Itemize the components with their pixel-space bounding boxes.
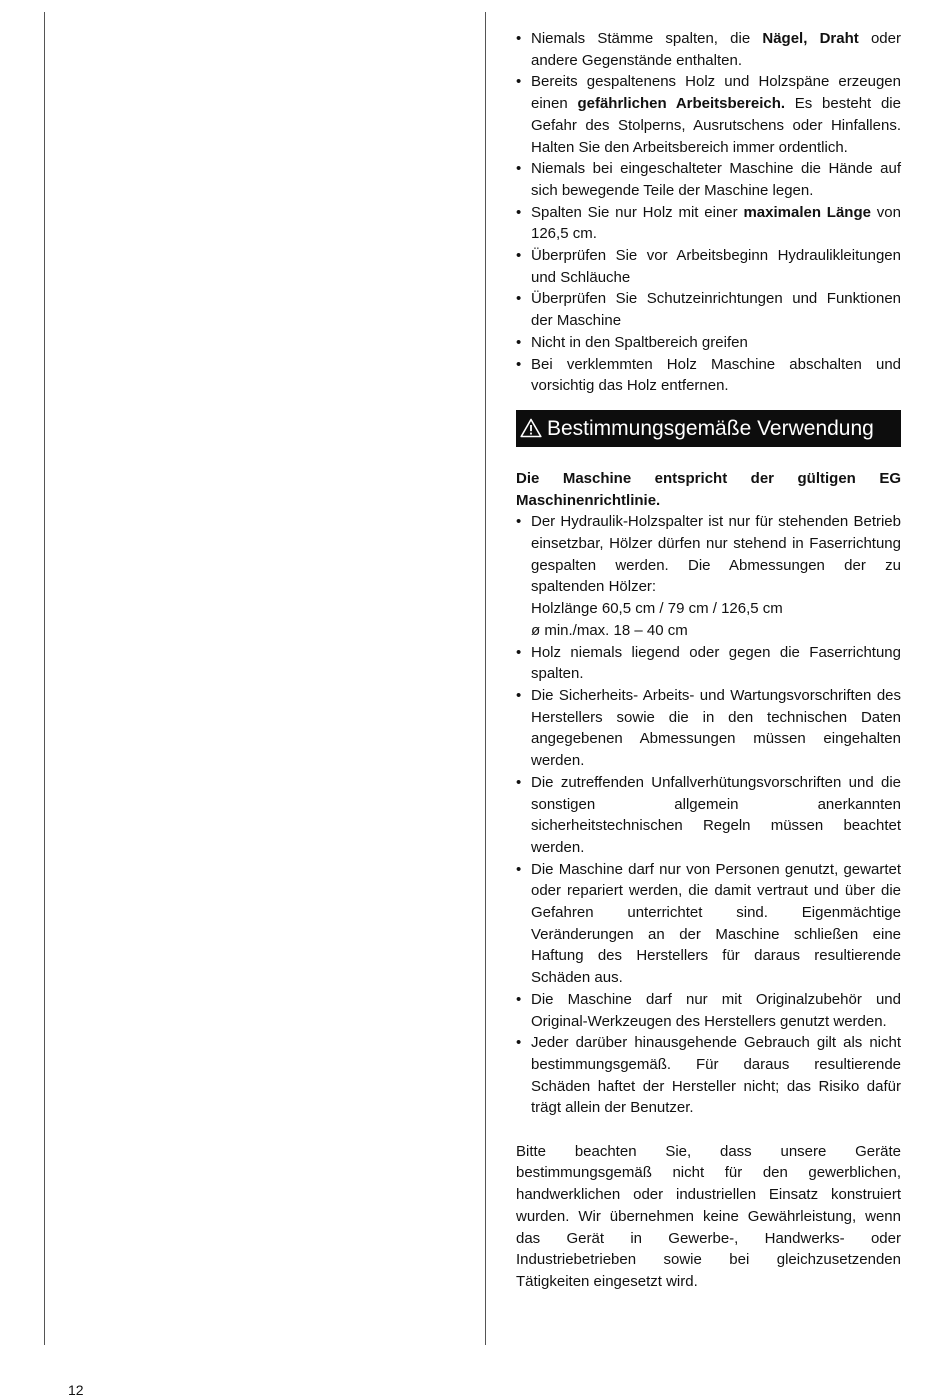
list-item: • Bereits gespaltenens Holz und Holzspäne erzeugen einen gefährlichen Arbeitsbereich. Es besteht die Gefahr des Stolperns, Ausrutschens oder Hinfallens. Halten Sie den Arbeitsbereich immer ordentlich.: [516, 71, 901, 158]
wood-diameter-spec: ø min./max. 18 – 40 cm: [531, 621, 688, 639]
section-intro: Die Maschine entspricht der gültigen EG Maschinenrichtlinie.: [516, 469, 901, 509]
list-item: • Jeder darüber hinausgehende Gebrauch gilt als nicht bestimmungsgemäß. Für daraus resultierende Schäden haftet der Hersteller nicht; das Risiko dafür trägt allein der Benutzer.: [516, 1032, 901, 1119]
list-item: • Nicht in den Spaltbereich greifen: [516, 332, 901, 354]
usage-list: [516, 511, 901, 1119]
section-heading: [516, 410, 901, 447]
list-item: • Niemals Stämme spalten, die Nägel, Draht oder andere Gegenstände enthalten.: [516, 28, 901, 71]
safety-list: [516, 28, 901, 397]
section-title: Bestimmungsgemäße Verwendung: [547, 416, 874, 440]
list-item: • Die zutreffenden Unfallverhütungsvorschriften und die sonstigen allgemein anerkannten sicherheitstechnischen Regeln müssen beachtet werden.: [516, 772, 901, 859]
left-margin-rule: [44, 12, 45, 1345]
wood-length-spec: Holzlänge 60,5 cm / 79 cm / 126,5 cm: [531, 600, 783, 618]
column-divider-rule: [485, 12, 486, 1345]
right-column: [516, 28, 901, 1308]
warning-triangle-icon: [520, 418, 542, 438]
list-item: • Niemals bei eingeschalteter Maschine die Hände auf sich bewegende Teile der Maschine legen.: [516, 158, 901, 201]
list-item: • Überprüfen Sie Schutzeinrichtungen und Funktionen der Maschine: [516, 288, 901, 331]
list-item: • Überprüfen Sie vor Arbeitsbeginn Hydraulikleitungen und Schläuche: [516, 245, 901, 288]
list-item: • Die Maschine darf nur mit Originalzubehör und Original-Werkzeugen des Herstellers genutzt werden.: [516, 989, 901, 1032]
list-item: • Die Sicherheits- Arbeits- und Wartungsvorschriften des Herstellers sowie die in den technischen Daten angegebenen Abmessungen müssen eingehalten werden.: [516, 685, 901, 772]
list-item: • Spalten Sie nur Holz mit einer maximalen Länge von 126,5 cm.: [516, 202, 901, 245]
warranty-notice: Bitte beachten Sie, dass unsere Geräte bestimmungsgemäß nicht für den gewerblichen, handwerklichen oder industriellen Einsatz konstruiert wurden. Wir übernehmen keine Gewährleistung, wenn das Gerät in Gewerbe-, Handwerks- oder Industriebetrieben sowie bei gleichzusetzenden Tätigkeiten eingesetzt wird.: [516, 1142, 901, 1290]
list-item: • Holz niemals liegend oder gegen die Faserrichtung spalten.: [516, 642, 901, 685]
page-number: 12: [68, 1382, 84, 1398]
list-item: • Die Maschine darf nur von Personen genutzt, gewartet oder repariert werden, die damit vertraut und über die Gefahren unterrichtet sind. Eigenmächtige Veränderungen an der Maschine schließen eine Haftung des Herstellers für daraus resultierende Schäden aus.: [516, 859, 901, 989]
list-item: • Bei verklemmten Holz Maschine abschalten und vorsichtig das Holz entfernen.: [516, 354, 901, 397]
list-item: • Der Hydraulik-Holzspalter ist nur für stehenden Betrieb einsetzbar, Hölzer dürfen nur stehend in Faserrichtung gespalten werden. Die Abmessungen der zu spaltenden Hölzer: Holzlänge 60,5 cm / 79 cm / 126,5 cm ø min./max. 18 – 40 cm: [516, 511, 901, 641]
